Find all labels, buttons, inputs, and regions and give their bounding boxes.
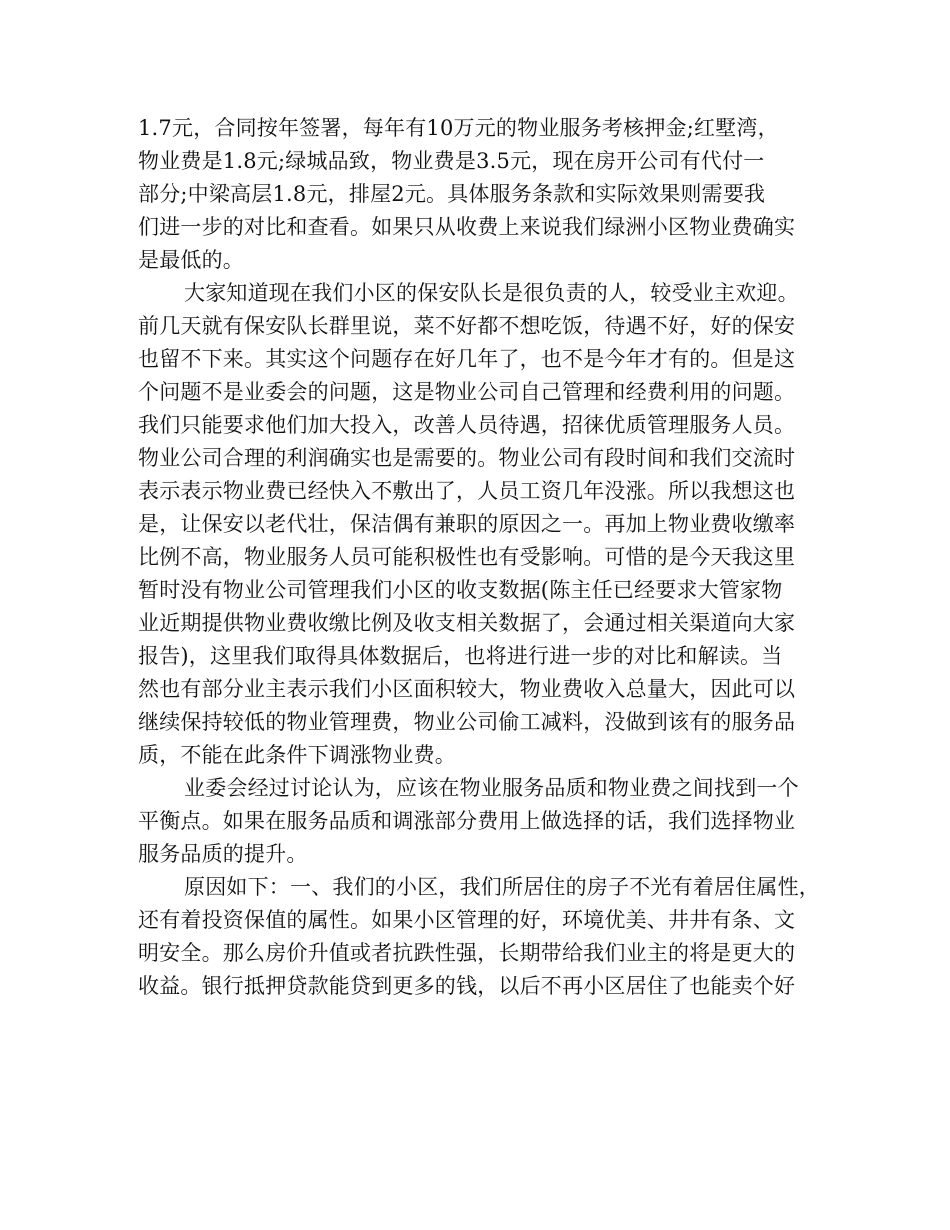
text-line: 前几天就有保安队长群里说，菜不好都不想吃饭，待遇不好，好的保安 [138, 314, 796, 338]
text-line: 收益。银行抵押贷款能贷到更多的钱，以后不再小区居住了也能卖个好 [138, 974, 796, 998]
text-line: 物业公司合理的利润确实也是需要的。物业公司有段时间和我们交流时 [138, 446, 796, 470]
text-line: 1.7元，合同按年签署，每年有10万元的物业服务考核押金;红墅湾， [138, 116, 779, 140]
text-line: 质，不能在此条件下调涨物业费。 [138, 743, 456, 767]
text-line: 业近期提供物业费收缴比例及收支相关数据了，会通过相关渠道向大家 [138, 611, 796, 635]
text-line: 是，让保安以老代壮，保洁偶有兼职的原因之一。再加上物业费收缴率 [138, 512, 796, 536]
text-line: 比例不高，物业服务人员可能积极性也有受影响。可惜的是今天我这里 [138, 545, 796, 569]
text-line: 然也有部分业主表示我们小区面积较大，物业费收入总量大，因此可以 [138, 677, 796, 701]
text-line: 平衡点。如果在服务品质和调涨部分费用上做选择的话，我们选择物业 [138, 809, 796, 833]
text-line: 明安全。那么房价升值或者抗跌性强，长期带给我们业主的将是更大的 [138, 941, 796, 965]
paragraph-first-line: 大家知道现在我们小区的保安队长是很负责的人，较受业主欢迎。 [184, 281, 799, 305]
text-line: 暂时没有物业公司管理我们小区的收支数据(陈主任已经要求大管家物 [138, 578, 783, 602]
text-line: 继续保持较低的物业管理费，物业公司偷工减料，没做到该有的服务品 [138, 710, 796, 734]
text-line: 部分;中梁高层1.8元，排屋2元。具体服务条款和实际效果则需要我 [138, 182, 766, 206]
text-line: 服务品质的提升。 [138, 842, 308, 866]
text-line: 报告)，这里我们取得具体数据后，也将进行进一步的对比和解读。当 [138, 644, 783, 668]
document-body [138, 112, 828, 1003]
paragraph-first-line: 原因如下：一、我们的小区，我们所居住的房子不光有着居住属性， [184, 875, 820, 899]
text-line: 个问题不是业委会的问题，这是物业公司自己管理和经费利用的问题。 [138, 380, 796, 404]
text-line: 也留不下来。其实这个问题存在好几年了，也不是今年才有的。但是这 [138, 347, 796, 371]
text-line: 我们只能要求他们加大投入，改善人员待遇，招徕优质管理服务人员。 [138, 413, 796, 437]
text-line: 表示表示物业费已经快入不敷出了，人员工资几年没涨。所以我想这也 [138, 479, 796, 503]
text-line: 们进一步的对比和查看。如果只从收费上来说我们绿洲小区物业费确实 [138, 215, 796, 239]
text-line: 物业费是1.8元;绿城品致，物业费是3.5元，现在房开公司有代付一 [138, 149, 765, 173]
text-line: 还有着投资保值的属性。如果小区管理的好，环境优美、井井有条、文 [138, 908, 796, 932]
text-line: 是最低的。 [138, 248, 244, 272]
paragraph-first-line: 业委会经过讨论认为，应该在物业服务品质和物业费之间找到一个 [184, 776, 799, 800]
